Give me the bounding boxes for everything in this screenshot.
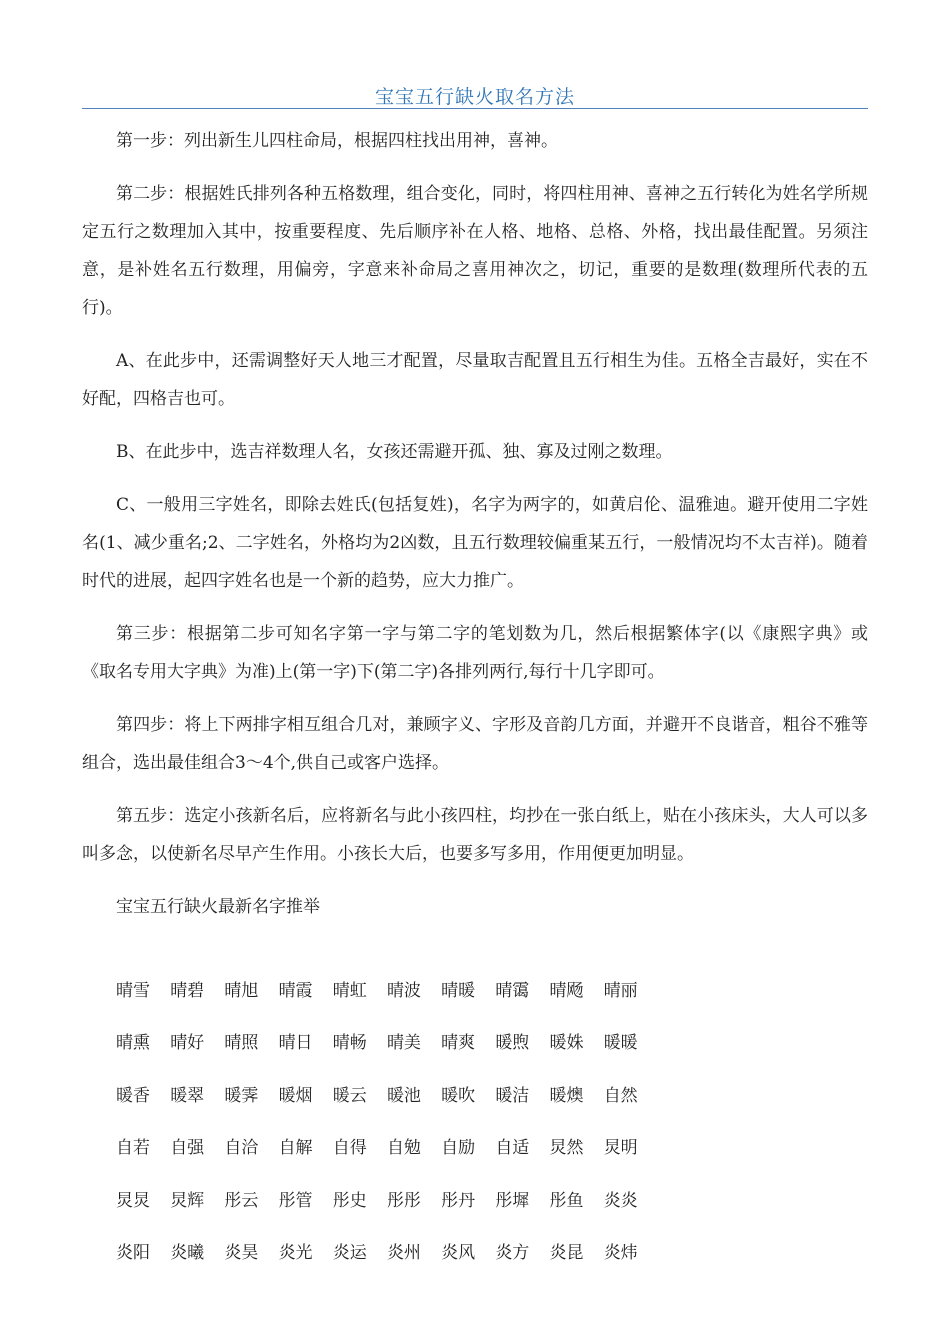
- paragraph-step-3: 第三步：根据第二步可知名字第一字与第二字的笔划数为几，然后根据繁体字(以《康熙字典》或《取名专用大字典》为准)上(第一字)下(第二字)各排列两行,每行十几字即可。: [82, 624, 868, 682]
- name-item: 暖姝: [549, 1033, 584, 1054]
- name-item: 晴丽: [603, 980, 638, 1001]
- name-item: 自励: [441, 1138, 476, 1159]
- name-item: 炎曦: [170, 1243, 205, 1264]
- name-item: 暖暖: [603, 1033, 638, 1054]
- name-item: 自得: [332, 1138, 367, 1159]
- name-item: 炎光: [278, 1243, 313, 1264]
- name-item: 晴碧: [170, 980, 205, 1001]
- name-item: 暖云: [332, 1085, 367, 1106]
- name-item: 彤墀: [495, 1190, 530, 1211]
- name-item: 彤丹: [441, 1190, 476, 1211]
- name-item: 晴雪: [116, 980, 150, 1001]
- paragraph-note-a: A、在此步中，还需调整好天人地三才配置，尽量取吉配置且五行相生为佳。五格全吉最好，实在不好配，四格吉也可。: [82, 351, 868, 409]
- document-title: 宝宝五行缺火取名方法: [374, 86, 575, 108]
- name-item: 自勉: [386, 1138, 421, 1159]
- name-item: 自若: [116, 1138, 150, 1159]
- name-item: 晴霭: [495, 980, 530, 1001]
- name-item: 彤鱼: [549, 1190, 584, 1211]
- name-item: 炎方: [495, 1243, 530, 1264]
- paragraph-step-2: 第二步：根据姓氏排列各种五格数理，组合变化，同时，将四柱用神、喜神之五行转化为姓名学所规定五行之数理加入其中，按重要程度、先后顺序补在人格、地格、总格、外格，找出最佳配置。另须注意，是补姓名五行数理，用偏旁，字意来补命局之喜用神次之，切记，重要的是数理(数理所代表的五行)。: [82, 184, 868, 318]
- paragraph-step-1: 第一步：列出新生儿四柱命局，根据四柱找出用神，喜神。: [116, 131, 558, 151]
- name-item: 晴霞: [278, 980, 313, 1001]
- name-item: 炎炜: [603, 1243, 638, 1264]
- name-list: [116, 962, 658, 1277]
- name-item: 暖吹: [441, 1085, 476, 1106]
- name-item: 暖烟: [278, 1085, 313, 1106]
- paragraph-note-c: C、一般用三字姓名，即除去姓氏(包括复姓)，名字为两字的，如黄启伦、温雅迪。避开使用二字姓名(1、减少重名;2、二字姓名，外格均为2凶数，且五行数理较偏重某五行，一般情况均不太吉祥)。随着时代的进展，起四字姓名也是一个新的趋势，应大力推广。: [82, 495, 868, 591]
- name-row: [116, 962, 658, 1015]
- name-row: [116, 1225, 658, 1278]
- name-item: 自洽: [224, 1138, 259, 1159]
- name-item: 炎阳: [116, 1243, 150, 1264]
- document-body: [82, 122, 868, 940]
- name-row: [116, 1015, 658, 1068]
- name-item: 暖香: [116, 1085, 150, 1106]
- name-item: 晴照: [224, 1033, 259, 1054]
- name-item: 炎风: [441, 1243, 476, 1264]
- names-heading: 宝宝五行缺火最新名字推举: [116, 897, 320, 917]
- name-item: 自解: [278, 1138, 313, 1159]
- name-item: 晴爽: [441, 1033, 476, 1054]
- name-item: 炎运: [332, 1243, 367, 1264]
- name-item: 暖池: [386, 1085, 421, 1106]
- name-item: 晴波: [386, 980, 421, 1001]
- name-item: 炅明: [603, 1138, 638, 1159]
- name-item: 晴暖: [441, 980, 476, 1001]
- name-item: 暖煦: [495, 1033, 530, 1054]
- name-item: 自适: [495, 1138, 530, 1159]
- name-item: 晴飏: [549, 980, 584, 1001]
- name-item: 晴熏: [116, 1033, 150, 1054]
- name-item: 暖洁: [495, 1085, 530, 1106]
- name-row: [116, 1120, 658, 1173]
- paragraph-step-4: 第四步：将上下两排字相互组合几对，兼顾字义、字形及音韵几方面，并避开不良谐音，粗谷不雅等组合，选出最佳组合3～4个,供自己或客户选择。: [82, 715, 868, 773]
- name-row: [116, 1067, 658, 1120]
- name-item: 炅辉: [170, 1190, 205, 1211]
- name-item: 炅然: [549, 1138, 584, 1159]
- name-item: 自然: [603, 1085, 638, 1106]
- name-item: 彤云: [224, 1190, 259, 1211]
- name-item: 彤管: [278, 1190, 313, 1211]
- name-item: 晴畅: [332, 1033, 367, 1054]
- name-item: 自强: [170, 1138, 205, 1159]
- paragraph-note-b: B、在此步中，选吉祥数理人名，女孩还需避开孤、独、寡及过刚之数理。: [116, 442, 673, 462]
- name-item: 炎炎: [603, 1190, 638, 1211]
- name-item: 晴好: [170, 1033, 205, 1054]
- name-item: 暖翠: [170, 1085, 205, 1106]
- name-item: 彤史: [332, 1190, 367, 1211]
- name-item: 晴旭: [224, 980, 259, 1001]
- name-item: 晴美: [386, 1033, 421, 1054]
- name-item: 炎昆: [549, 1243, 584, 1264]
- name-item: 炅炅: [116, 1190, 150, 1211]
- name-item: 炎州: [386, 1243, 421, 1264]
- name-item: 晴日: [278, 1033, 313, 1054]
- title-underline: [82, 108, 868, 109]
- name-item: 彤彤: [386, 1190, 421, 1211]
- name-item: 暖燠: [549, 1085, 584, 1106]
- paragraph-step-5: 第五步：选定小孩新名后，应将新名与此小孩四柱，均抄在一张白纸上，贴在小孩床头，大人可以多叫多念，以使新名尽早产生作用。小孩长大后，也要多写多用，作用便更加明显。: [82, 806, 868, 864]
- name-item: 晴虹: [332, 980, 367, 1001]
- name-row: [116, 1172, 658, 1225]
- name-item: 暖霁: [224, 1085, 259, 1106]
- name-item: 炎昊: [224, 1243, 259, 1264]
